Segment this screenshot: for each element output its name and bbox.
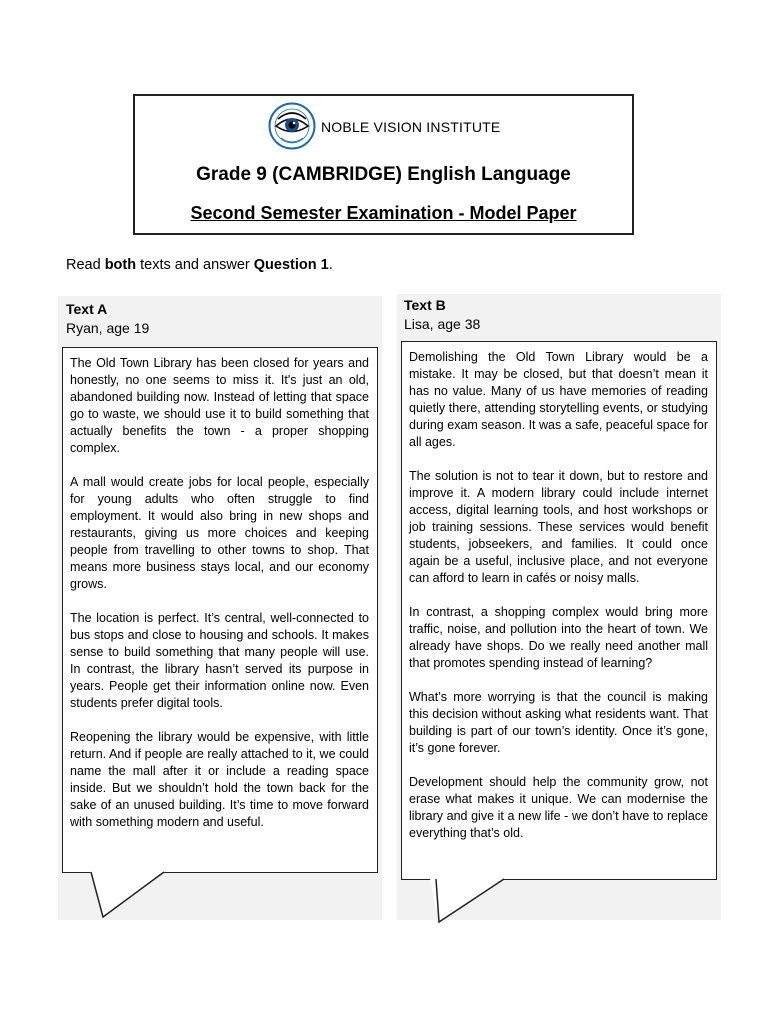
text-b-paragraph: In contrast, a shopping complex would bring more traffic, noise, and pollution into the heart of town. We already have shops. Do we really need another mall that promotes spending instead of learning? xyxy=(409,605,708,670)
text-b-label: Text B xyxy=(404,297,446,313)
text-a-bubble-tail xyxy=(90,871,170,919)
text-a-author: Ryan, age 19 xyxy=(66,320,150,336)
text-a-bubble xyxy=(62,347,378,873)
header-box xyxy=(133,94,634,235)
text-a-paragraph: A mall would create jobs for local people, especially for young adults who often struggle to find employment. It would also bring in new shops and restaurants, giving us more choices and keeping people from travelling to other towns to shop. That means more business stays local, and our economy grows. xyxy=(70,475,369,591)
text-b-author: Lisa, age 38 xyxy=(404,316,481,332)
text-b-paragraph: The solution is not to tear it down, but to restore and improve it. A modern library could include internet access, digital learning tools, and host workshops or job training sessions. These services would benefit students, jobseekers, and families. It could once again be a useful, inclusive place, and not everyone can afford to learn in cafés or noisy malls. xyxy=(409,469,708,585)
text-b-paragraph: What’s more worrying is that the council is making this decision without asking what residents want. That building is part of our town’s identity. Once it’s gone, it’s gone forever. xyxy=(409,690,708,755)
text-b-bubble xyxy=(401,341,717,880)
text-a-label: Text A xyxy=(66,301,108,317)
instruction-text: Read both texts and answer Question 1. xyxy=(66,257,333,273)
text-a-paragraph: Reopening the library would be expensive, with little return. And if people are really attached to it, we could name the mall after it or include a reading space inside. But we shouldn’t hold the town back for the sake of an unused building. It’s time to move forward with something modern and useful. xyxy=(70,730,369,829)
institute-name: NOBLE VISION INSTITUTE xyxy=(321,119,501,135)
eye-logo-icon xyxy=(268,102,316,150)
exam-title: Grade 9 (CAMBRIDGE) English Language xyxy=(196,164,571,185)
text-a-paragraph: The Old Town Library has been closed for years and honestly, no one seems to miss it. It's just an old, abandoned building now. Instead of letting that space go to waste, we should use it to build something that actually benefits the town - a proper shopping complex. xyxy=(70,356,369,455)
text-a-paragraph: The location is perfect. It’s central, well-connected to bus stops and close to housing and schools. It makes sense to build something that many people will use. In contrast, the library hasn’t served its purpose in years. People get their information online now. Even students prefer digital tools. xyxy=(70,611,369,710)
text-b-paragraph: Development should help the community grow, not erase what makes it unique. We can modernise the library and give it a new life - we don’t have to replace everything that’s old. xyxy=(409,775,708,840)
text-b-paragraph: Demolishing the Old Town Library would be a mistake. It may be closed, but that doesn’t mean it has no value. Many of us have memories of reading quietly there, attending storytelling events, or studying during exam season. It was a safe, peaceful space for all ages. xyxy=(409,350,708,449)
text-b-bubble-tail xyxy=(430,878,510,924)
exam-subtitle: Second Semester Examination - Model Paper xyxy=(190,203,577,223)
